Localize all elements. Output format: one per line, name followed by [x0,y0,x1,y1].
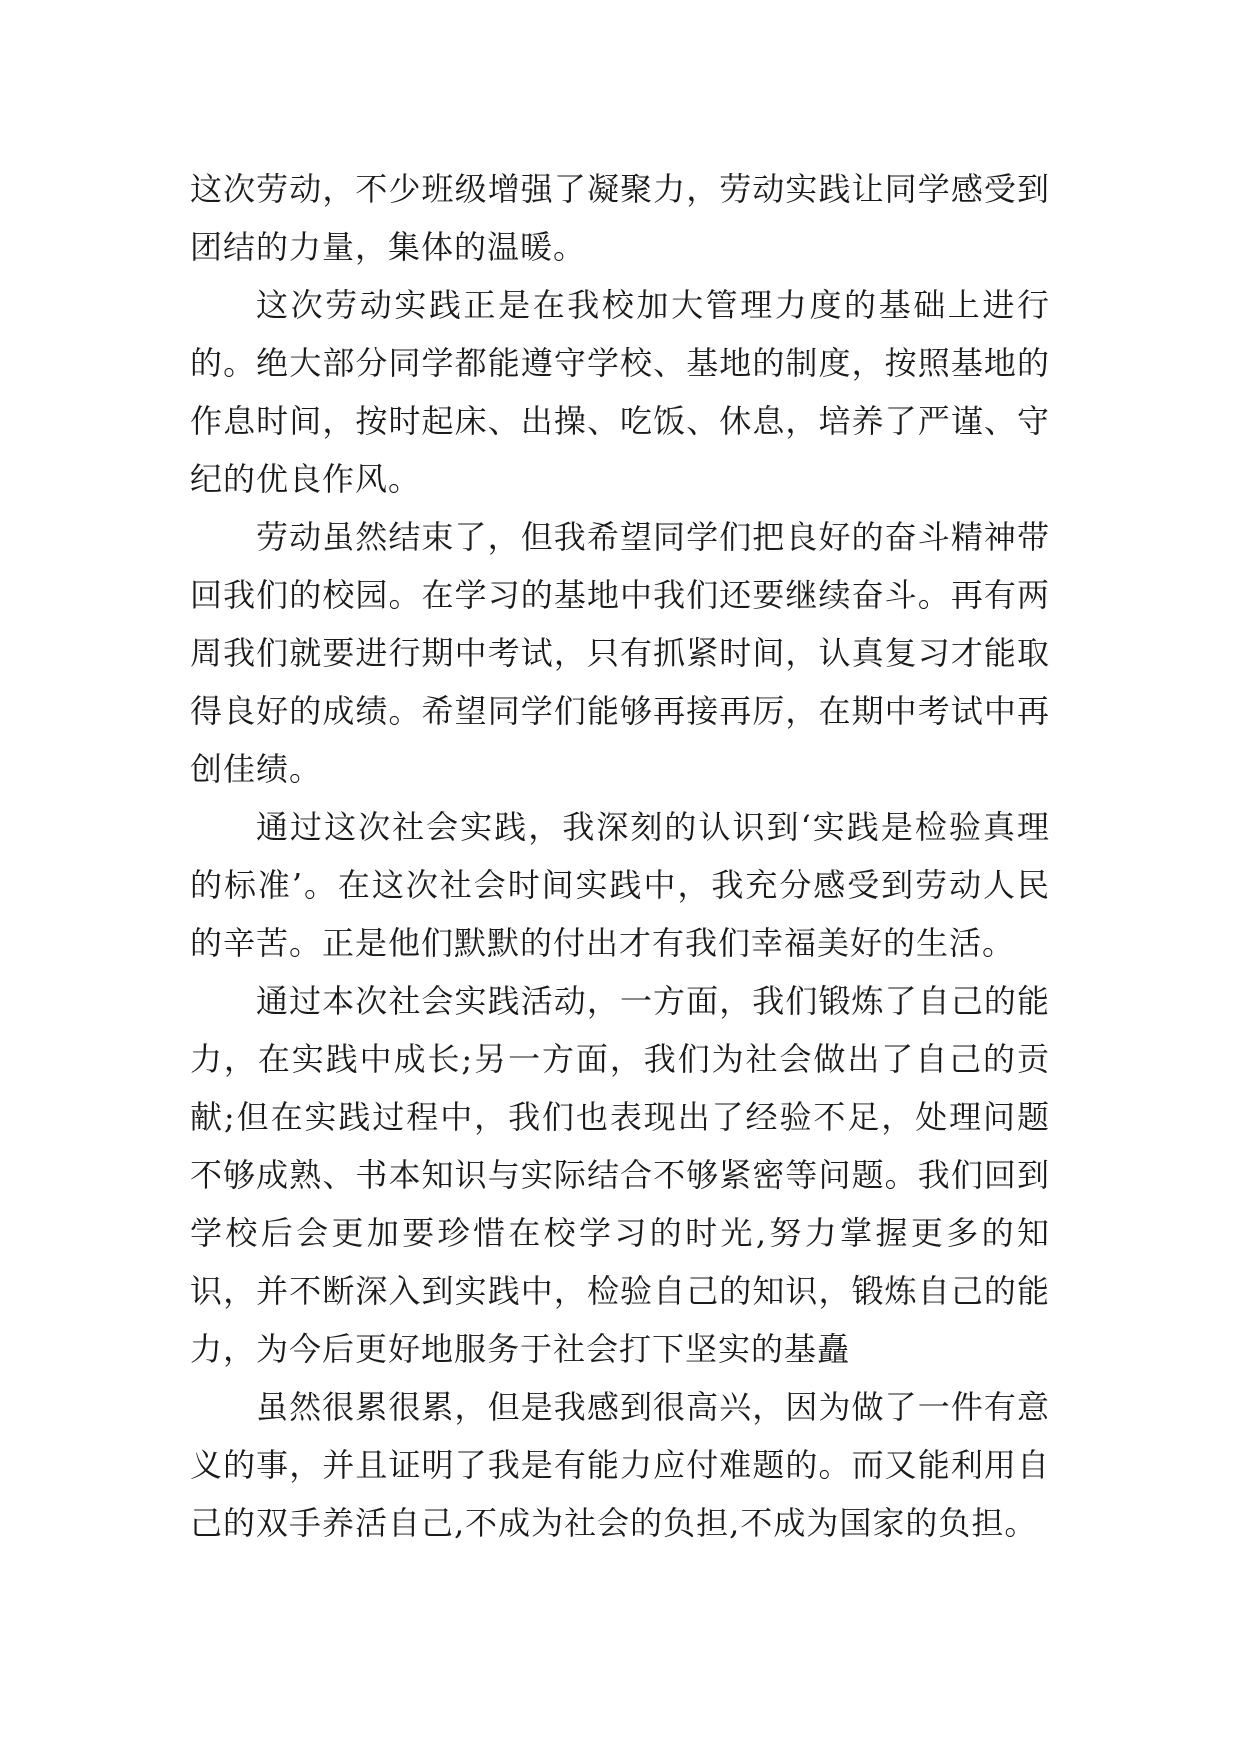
paragraph-2: 这次劳动实践正是在我校加大管理力度的基础上进行的。绝大部分同学都能遵守学校、基地的制度，按照基地的作息时间，按时起床、出操、吃饭、休息，培养了严谨、守纪的优良作风。 [190,286,1050,498]
paragraph-3: 劳动虽然结束了，但我希望同学们把良好的奋斗精神带回我们的校园。在学习的基地中我们还要继续奋斗。再有两周我们就要进行期中考试，只有抓紧时间，认真复习才能取得良好的成绩。希望同学们能够再接再厉，在期中考试中再创佳绩。 [190,518,1050,788]
paragraph-5: 通过本次社会实践活动，一方面，我们锻炼了自己的能力，在实践中成长;另一方面，我们为社会做出了自己的贡献;但在实践过程中，我们也表现出了经验不足，处理问题不够成熟、书本知识与实际结合不够紧密等问题。我们回到学校后会更加要珍惜在校学习的时光,努力掌握更多的知识，并不断深入到实践中，检验自己的知识，锻炼自己的能力，为今后更好地服务于社会打下坚实的基矗 [190,982,1050,1368]
paragraph-4: 通过这次社会实践，我深刻的认识到‘实践是检验真理的标准’。在这次社会时间实践中，我充分感受到劳动人民的辛苦。正是他们默默的付出才有我们幸福美好的生活。 [190,808,1050,962]
paragraph-1: 这次劳动，不少班级增强了凝聚力，劳动实践让同学感受到团结的力量，集体的温暖。 [190,170,1050,266]
document-body [190,160,1050,1552]
paragraph-6: 虽然很累很累，但是我感到很高兴，因为做了一件有意义的事，并且证明了我是有能力应付难题的。而又能利用自己的双手养活自己,不成为社会的负担,不成为国家的负担。 [190,1388,1050,1542]
